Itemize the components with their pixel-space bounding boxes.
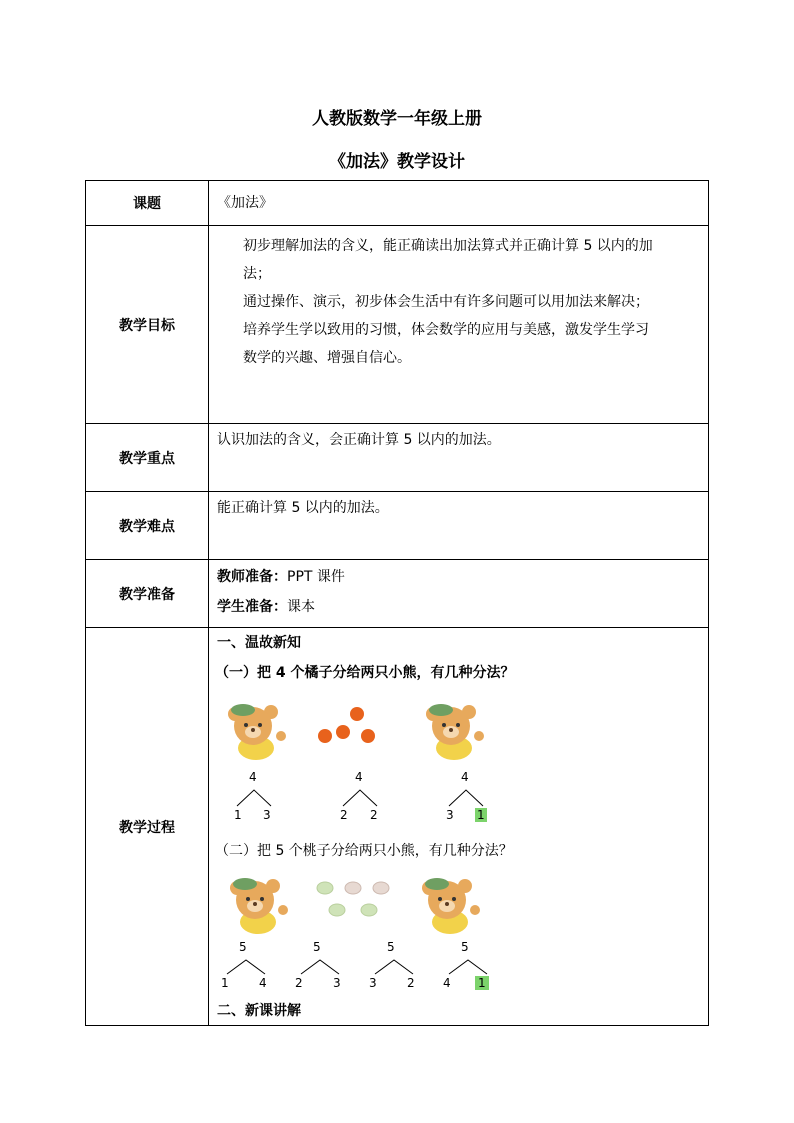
teacher-prep-value: PPT 课件 [287, 569, 345, 585]
section-new-lesson-heading: 二、新课讲解 [217, 1003, 301, 1019]
bond-branch-icon [447, 788, 485, 808]
goal-line: 初步理解加法的含义，能正确读出加法算式并正确计算 5 以内的加 [243, 238, 653, 254]
bond-right: 4 [259, 976, 267, 990]
document-subtitle: 《加法》教学设计 [329, 152, 465, 172]
bond-total: 5 [387, 940, 395, 954]
bond-total: 5 [313, 940, 321, 954]
peaches-icon [313, 878, 399, 928]
bond-branch-icon [299, 958, 341, 976]
bond-right: 3 [333, 976, 341, 990]
bond-right: 2 [407, 976, 415, 990]
bear-icon [223, 872, 293, 936]
bond-right: 1 [477, 808, 485, 822]
bond-left: 1 [221, 976, 229, 990]
bond-total: 5 [239, 940, 247, 954]
bond-branch-icon [225, 958, 267, 976]
goals-label: 教学目标 [86, 226, 209, 424]
bond-total: 4 [461, 770, 469, 784]
bond-branch-icon [341, 788, 379, 808]
lesson-plan-table [85, 180, 709, 1026]
goals-cell [209, 226, 709, 424]
difficulty-value: 能正确计算 5 以内的加法。 [209, 492, 709, 560]
topic-value: 《加法》 [209, 181, 709, 226]
prep-label: 教学准备 [86, 560, 209, 628]
question-1: （一）把 4 个橘子分给两只小熊，有几种分法？ [215, 665, 515, 681]
goal-line: 数学的兴趣、增强自信心。 [243, 350, 411, 366]
goal-line: 通过操作、演示，初步体会生活中有许多问题可以用加法来解决； [243, 294, 649, 310]
bond-right: 1 [475, 976, 489, 990]
bond-total: 4 [355, 770, 363, 784]
document-title: 人教版数学一年级上册 [312, 109, 482, 129]
bond-total: 4 [249, 770, 257, 784]
bond-branch-icon [447, 958, 489, 976]
bond-left: 3 [446, 808, 454, 822]
bond-total: 5 [461, 940, 469, 954]
process-cell [209, 628, 709, 1026]
key-value: 认识加法的含义，会正确计算 5 以内的加法。 [209, 424, 709, 492]
bond-left: 3 [369, 976, 377, 990]
bond-right: 2 [370, 808, 378, 822]
student-prep-label: 学生准备： [217, 599, 287, 615]
question-2: （二）把 5 个桃子分给两只小熊，有几种分法？ [215, 843, 513, 859]
bond-left: 2 [340, 808, 348, 822]
goal-line: 培养学生学以致用的习惯，体会数学的应用与美感，激发学生学习 [243, 322, 649, 338]
process-label: 教学过程 [86, 628, 209, 1026]
bear-icon [415, 872, 485, 936]
key-label: 教学重点 [86, 424, 209, 492]
bond-right: 3 [263, 808, 271, 822]
bond-left: 4 [443, 976, 451, 990]
bond-branch-icon [373, 958, 415, 976]
difficulty-label: 教学难点 [86, 492, 209, 560]
bond-left: 1 [234, 808, 242, 822]
bond-branch-icon [235, 788, 273, 808]
bear-icon [221, 698, 291, 762]
oranges-icon [313, 702, 383, 752]
topic-label: 课题 [86, 181, 209, 226]
bond-left: 2 [295, 976, 303, 990]
bear-icon [419, 698, 489, 762]
goal-line: 法； [243, 266, 271, 282]
student-prep-value: 课本 [287, 599, 315, 615]
prep-cell [209, 560, 709, 628]
teacher-prep-label: 教师准备： [217, 569, 287, 585]
section-review-heading: 一、温故新知 [217, 635, 301, 651]
